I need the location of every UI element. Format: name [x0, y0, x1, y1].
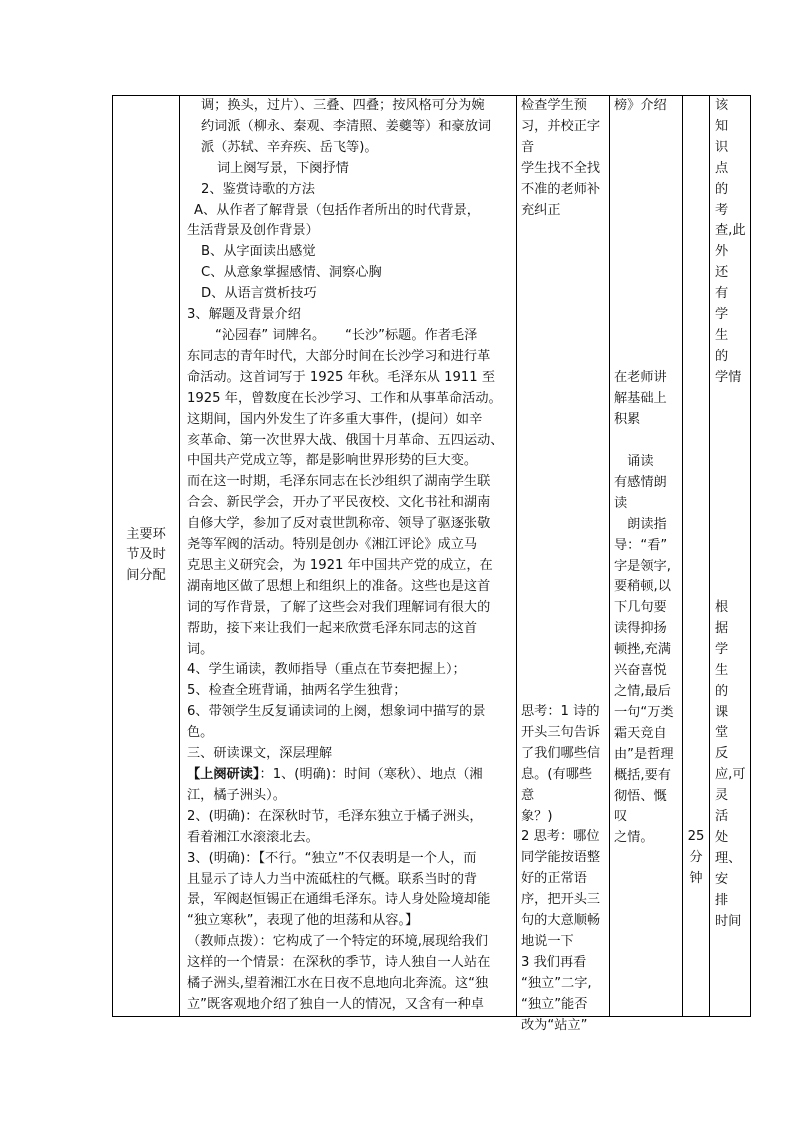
content-line: 1925 年，曾数度在长沙学习、工作和从事革命活动。 — [187, 390, 502, 406]
note-line: 有 学 — [715, 286, 742, 323]
content-line: 中国共产党成立等，都是影响世界形势的巨大变。 — [187, 453, 478, 469]
note-line: 该 知 — [715, 98, 742, 134]
student-reading-line: 字是领字, — [614, 558, 671, 574]
teaching-content-cell — [180, 96, 517, 1017]
content-line: 词的写作背景，了解了这些会对我们理解词有很大的 — [187, 599, 491, 615]
content-line: 色。 — [187, 725, 214, 741]
note-line: 外 还 — [715, 244, 742, 281]
note-line: 生 的 — [715, 327, 742, 364]
student-activity-accumulate — [610, 368, 682, 431]
teacher-question-line: 3 我们再看 — [521, 954, 587, 970]
content-line: 【上阕研读】：1、(明确)：时间（寒秋）、地点（湘 — [187, 767, 483, 782]
student-reading-line: 由”是哲理 — [614, 746, 674, 762]
content-line: “沁园春” 词牌名。 “长沙”标题。作者毛泽 — [215, 327, 478, 343]
lesson-plan-table — [112, 95, 751, 1033]
content-line: 橘子洲头,望着湘江水在日夜不息地向北奔流。这“独 — [187, 976, 489, 992]
student-reading-line: 读得抑扬 — [614, 621, 667, 637]
note-line: 安 排 — [715, 871, 742, 908]
content-line: 立”既客观地介绍了独自一人的情况，又含有一种卓 — [187, 996, 484, 1012]
teacher-activity-line: 习，并校正字 — [521, 118, 601, 134]
note-line: 堂 反 — [715, 725, 742, 762]
student-reading-line: 朗读指 — [614, 516, 667, 532]
teacher-activity-top — [521, 96, 605, 221]
student-reading-line: 诵读 — [614, 454, 654, 469]
student-activity-line: 榜》介绍 — [614, 98, 667, 113]
teacher-activity-line: 不准的老师补 — [521, 181, 601, 197]
student-reading-line: 之情,最后 — [614, 683, 671, 699]
content-line: 6、带领学生反复诵读词的上阕，想象词中描写的景 — [187, 704, 486, 720]
content-line: D、从语言赏析技巧 — [201, 286, 317, 302]
student-activity-top — [614, 96, 679, 117]
notes-bottom — [710, 598, 750, 933]
notes-cell — [710, 96, 751, 1017]
teacher-question-line: 地说一下 — [521, 933, 574, 949]
student-reading-line: 之情。 — [614, 830, 654, 846]
teacher-question-line: 象？) — [521, 808, 553, 824]
content-line: 约词派（柳永、秦观、李清照、姜夔等）和豪放词 — [201, 118, 492, 134]
content-line: （教师点拨）：它构成了一个特定的环境,展现给我们 — [187, 934, 488, 950]
time-line: 分 — [689, 849, 703, 865]
teacher-question-line: “独立”二字, — [521, 975, 592, 991]
student-reading-line: 要稍顿,以 — [614, 579, 671, 595]
notes-top — [715, 96, 747, 389]
content-line: “独立寒秋”，表现了他的坦荡和从容。】 — [187, 913, 419, 929]
student-reading-line: 顿挫,充满 — [614, 642, 671, 658]
note-line: 学情 — [715, 369, 742, 385]
teacher-question-line: 2 思考：哪位 — [521, 829, 600, 845]
content-line: 景，军阀赵恒锡正在通缉毛泽东。诗人身处险境却能 — [187, 892, 491, 908]
note-line: 应,可 — [715, 767, 746, 783]
student-reading-line: 兴奋喜悦 — [614, 663, 667, 679]
content-line: 2、(明确)：在深秋时节，毛泽东独立于橘子洲头， — [187, 808, 483, 824]
student-reading-line: 一句“万类 — [614, 704, 674, 720]
student-activity-line: 积累 — [614, 411, 641, 427]
student-reading-line: 有感情朗 — [614, 474, 667, 490]
content-line: 看着湘江水滚滚北去。 — [187, 829, 319, 845]
row-label-cell — [113, 96, 180, 1017]
content-line: B、从字面读出感觉 — [201, 244, 316, 260]
note-line: 的 课 — [715, 683, 742, 720]
time-line: 25 — [687, 829, 705, 844]
content-line: 三、研读课文，深层理解 — [187, 746, 333, 762]
teacher-question-line: 息。(有哪些意 — [521, 766, 593, 803]
teacher-question-line: 好的正常语 — [521, 871, 587, 887]
content-line: A、从作者了解背景（包括作者所出的时代背景， — [194, 202, 480, 218]
teacher-activity-line: 充纠正 — [521, 202, 561, 218]
content-line: 5、检查全班背诵，抽两名学生独背； — [187, 683, 407, 699]
content-line: 亥革命、第一次世界大战、俄国十月革命、五四运动、 — [187, 432, 504, 448]
teacher-question-line: 改为“站立” — [521, 1017, 588, 1033]
note-line: 时间 — [715, 913, 742, 929]
student-reading-line: 霜天竞自 — [614, 725, 667, 741]
content-line: 江，橘子洲头）。 — [187, 787, 286, 803]
teacher-activity-line: 学生找不全找 — [521, 160, 601, 176]
time-cell — [683, 96, 710, 1017]
table-row — [113, 96, 751, 1017]
note-line: 查,此 — [715, 223, 746, 239]
content-line: 克思主义研究会，为 1921 年中国共产党的成立，在 — [187, 557, 493, 573]
student-reading-line: 彻悟、慨叹 — [614, 788, 667, 825]
content-line: 而在这一时期，毛泽东同志在长沙组织了湖南学生联 — [187, 474, 491, 490]
teacher-question-line: 开头三句告诉 — [521, 724, 601, 740]
teacher-activity-line: 检查学生预 — [521, 98, 587, 113]
content-line: 东同志的青年时代，大部分时间在长沙学习和进行革 — [187, 348, 491, 364]
teacher-question-line: 序，把开头三 — [521, 892, 601, 908]
teaching-content — [180, 96, 516, 1016]
teacher-activity-cell — [517, 96, 610, 1033]
note-line: 处理、 — [715, 829, 742, 866]
student-reading-line: 导：“看” — [614, 537, 668, 553]
time-allocation — [683, 827, 709, 890]
note-line: 识 点 — [715, 139, 742, 176]
content-line: 这期间，国内外发生了许多重大事件，(提问）如辛 — [187, 411, 483, 427]
note-line: 学 生 — [715, 641, 742, 678]
teacher-question-line: 思考：1 诗的 — [521, 704, 600, 719]
student-reading-line: 概括,要有 — [614, 767, 671, 783]
note-line: 灵 活 — [715, 788, 742, 825]
teacher-activity-questions — [517, 702, 609, 1037]
student-reading-line: 下几句要 — [614, 600, 667, 616]
content-line: 2、鉴赏诗歌的方法 — [201, 181, 315, 197]
student-reading-line: 读 — [614, 495, 628, 511]
content-line: 调；换头，过片）、三叠、四叠；按风格可分为婉 — [201, 98, 485, 113]
content-line: C、从意象掌握感情、洞察心胸 — [201, 265, 382, 281]
content-line: 命活动。这首词写于 1925 年秋。毛泽东从 1911 至 — [187, 369, 496, 385]
teacher-question-line: 了我们哪些信 — [521, 745, 601, 761]
content-line: 合会、新民学会，开办了平民夜校、文化书社和湖南 — [187, 495, 491, 511]
student-activity-reading — [610, 452, 682, 849]
student-activity-line: 解基础上 — [614, 390, 667, 406]
content-line: 且显示了诗人力当中流砥柱的气概。联系当时的背 — [187, 871, 478, 887]
teacher-question-line: 同学能按语整 — [521, 850, 601, 866]
content-line: 生活背景及创作背景） — [187, 223, 319, 239]
teacher-activity-line: 音 — [521, 139, 535, 155]
content-line: 尧等军阀的活动。特别是创办《湘江评论》成立马 — [187, 537, 478, 553]
content-line: 3、(明确)：【不行。“独立”不仅表明是一个人，而 — [187, 850, 477, 866]
student-activity-cell — [610, 96, 683, 1017]
content-line: 自修大学，参加了反对袁世凯称帝、领导了驱逐张敬 — [187, 516, 491, 532]
content-line: 帮助，接下来让我们一起来欣赏毛泽东同志的这首 — [187, 620, 478, 636]
content-line: 3、解题及背景介绍 — [187, 307, 301, 323]
row-label: 主要环节及时间分配 — [126, 526, 166, 584]
content-line: 4、学生诵读，教师指导（重点在节奏把握上）； — [187, 662, 466, 678]
student-activity-line: 在老师讲 — [614, 370, 667, 385]
content-line: 这样的一个情景：在深秋的季节，诗人独自一人站在 — [187, 955, 491, 971]
content-line: 湖南地区做了思想上和组织上的准备。这些也是这首 — [187, 578, 491, 594]
content-line: 词上阕写景，下阕抒情 — [217, 160, 349, 176]
teacher-question-line: “独立”能否 — [521, 996, 588, 1012]
note-line: 根 据 — [715, 600, 742, 636]
note-line: 的 考 — [715, 181, 742, 218]
content-line: 派（苏轼、辛弃疾、岳飞等)。 — [201, 139, 378, 155]
time-line: 钟 — [689, 870, 703, 886]
content-line: 词。 — [187, 641, 214, 657]
teacher-question-line: 句的大意顺畅 — [521, 913, 601, 929]
